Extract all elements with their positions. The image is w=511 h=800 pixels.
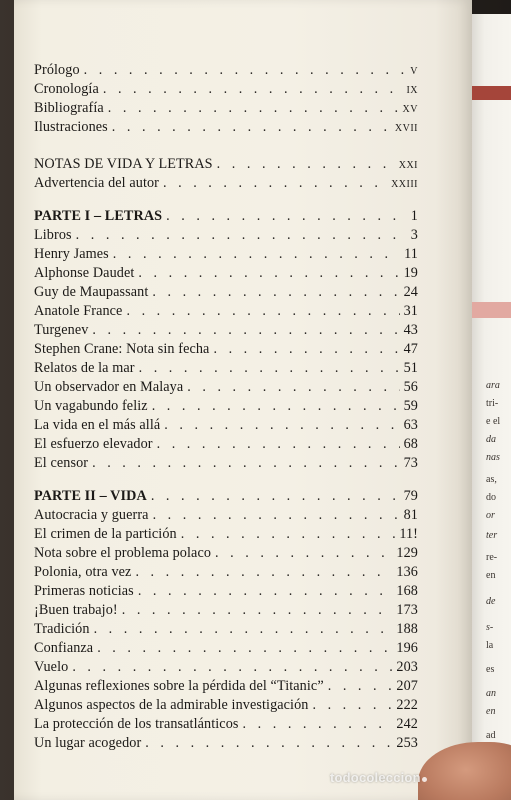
toc-entry-page: 129	[396, 545, 418, 561]
dot-leader	[108, 100, 399, 117]
back-page-fragment: es	[486, 664, 495, 675]
back-page-fragment: en	[486, 706, 496, 717]
toc-entry-page: 3	[410, 227, 418, 243]
toc-entry-title: Guy de Maupassant	[34, 284, 149, 300]
dot-leader	[138, 265, 399, 282]
back-page-fragment: en	[486, 570, 496, 581]
dot-leader	[97, 640, 392, 657]
dot-leader	[76, 227, 407, 244]
back-page-fragment: de	[486, 596, 496, 607]
toc-entry	[34, 322, 418, 341]
toc-entry	[34, 735, 418, 754]
toc-entry-page: 19	[403, 265, 418, 281]
toc-entry-title: Un vagabundo feliz	[34, 398, 148, 414]
toc-entry	[34, 640, 418, 659]
toc-entry	[34, 621, 418, 640]
toc-entry-page: 79	[403, 488, 418, 504]
back-page-fragment: e el	[486, 416, 501, 427]
dot-leader	[126, 303, 399, 320]
toc-front-matter	[34, 62, 418, 138]
toc-entry	[34, 81, 418, 100]
toc-entry-page: 43	[403, 322, 418, 338]
back-page-fragment: nas	[486, 452, 500, 463]
section-gap	[34, 194, 418, 208]
toc-entry	[34, 417, 418, 436]
toc-entry	[34, 583, 418, 602]
dot-leader	[112, 119, 391, 136]
dot-leader	[163, 175, 387, 192]
toc-entry-title: Cronología	[34, 81, 99, 97]
back-page-fragment: or	[486, 510, 495, 521]
dot-leader	[122, 602, 393, 619]
toc-entry	[34, 697, 418, 716]
toc-entry-title: Henry James	[34, 246, 109, 262]
toc-entry-page: 168	[396, 583, 418, 599]
toc-part2-list	[34, 507, 418, 754]
toc-entry-title: El crimen de la partición	[34, 526, 177, 542]
table-of-contents	[34, 62, 418, 754]
toc-entry-title: El censor	[34, 455, 89, 471]
toc-entry-page: 203	[396, 659, 418, 675]
toc-entry-page: 24	[403, 284, 418, 300]
toc-entry-title: PARTE II – VIDA	[34, 488, 147, 504]
toc-entry-page: XV	[402, 104, 418, 115]
dot-leader	[157, 436, 400, 453]
toc-entry-page: XXIII	[391, 179, 418, 190]
dot-leader	[103, 81, 403, 98]
toc-entry-title: Autocracia y guerra	[34, 507, 149, 523]
toc-entry-title: Stephen Crane: Nota sin fecha	[34, 341, 210, 357]
toc-entry-page: 242	[396, 716, 418, 732]
back-page-red-band	[470, 86, 511, 100]
dot-leader	[138, 583, 393, 600]
toc-entry-title: Ilustraciones	[34, 119, 108, 135]
toc-entry-title: Primeras noticias	[34, 583, 134, 599]
dot-leader	[113, 246, 400, 263]
toc-entry-title: Alphonse Daudet	[34, 265, 135, 281]
section-gap	[34, 474, 418, 488]
toc-entry-page: 11	[404, 246, 418, 262]
dot-leader	[94, 621, 393, 638]
dot-leader	[164, 417, 399, 434]
back-page-fragment: an	[486, 688, 496, 699]
toc-entry	[34, 564, 418, 583]
toc-entry-title: PARTE I – LETRAS	[34, 208, 163, 224]
toc-part1-heading	[34, 208, 418, 227]
back-page-fragment: ad	[486, 730, 496, 741]
dot-leader	[312, 697, 392, 714]
toc-entry-page: 196	[396, 640, 418, 656]
toc-entry	[34, 545, 418, 564]
toc-entry-title: El esfuerzo elevador	[34, 436, 153, 452]
toc-entry-title: La vida en el más allá	[34, 417, 161, 433]
toc-entry	[34, 455, 418, 474]
dot-leader	[135, 564, 392, 581]
back-page-fragment: tri-	[486, 398, 499, 409]
dot-leader	[187, 379, 399, 396]
toc-entry	[34, 246, 418, 265]
toc-entry-title: Libros	[34, 227, 72, 243]
toc-entry	[34, 303, 418, 322]
toc-entry-title: Un observador en Malaya	[34, 379, 184, 395]
dot-leader	[215, 545, 392, 562]
toc-entry	[34, 360, 418, 379]
toc-entry	[34, 265, 418, 284]
dot-leader	[145, 735, 392, 752]
toc-entry	[34, 227, 418, 246]
back-page-fragment: s-	[486, 622, 494, 633]
toc-entry-title: Polonia, otra vez	[34, 564, 132, 580]
toc-notes-section	[34, 156, 418, 194]
watermark-logo	[330, 770, 427, 785]
toc-entry	[34, 678, 418, 697]
dot-leader	[153, 507, 400, 524]
toc-entry	[34, 398, 418, 417]
toc-entry-page: 81	[403, 507, 418, 523]
dot-leader	[181, 526, 396, 543]
dot-leader	[92, 455, 400, 472]
toc-entry-title: Advertencia del autor	[34, 175, 160, 191]
toc-entry-page: V	[410, 66, 418, 77]
toc-entry	[34, 659, 418, 678]
back-page-fragment: do	[486, 492, 496, 503]
dot-leader	[72, 659, 392, 676]
toc-entry	[34, 119, 418, 138]
toc-entry-title: Algunos aspectos de la admirable investigación	[34, 697, 309, 713]
toc-entry-page: 56	[403, 379, 418, 395]
dot-leader	[328, 678, 393, 695]
toc-entry-page: 188	[396, 621, 418, 637]
toc-entry-page: 207	[396, 678, 418, 694]
toc-entry-title: Confianza	[34, 640, 94, 656]
toc-entry-page: 31	[403, 303, 418, 319]
toc-entry	[34, 507, 418, 526]
toc-entry-page: XVII	[394, 123, 418, 134]
toc-entry	[34, 62, 418, 81]
dot-leader	[243, 716, 393, 733]
toc-entry-page: 1	[410, 208, 418, 224]
back-page-fragment: ara	[486, 380, 500, 391]
dot-leader	[151, 488, 400, 505]
toc-entry-title: La protección de los transatlánticos	[34, 716, 239, 732]
back-page-fragment: as,	[486, 474, 497, 485]
book-page	[14, 0, 472, 800]
toc-entry-title: Bibliografía	[34, 100, 104, 116]
watermark-dot-icon	[422, 777, 427, 782]
toc-entry	[34, 526, 418, 545]
toc-entry-title: Vuelo	[34, 659, 69, 675]
toc-entry-title: Turgenev	[34, 322, 89, 338]
toc-entry	[34, 100, 418, 119]
toc-entry-title: Un lugar acogedor	[34, 735, 142, 751]
toc-entry	[34, 284, 418, 303]
toc-entry-title: Prólogo	[34, 62, 80, 78]
toc-entry-page: 63	[403, 417, 418, 433]
dot-leader	[84, 62, 407, 79]
section-gap	[34, 138, 418, 156]
dot-leader	[166, 208, 407, 225]
toc-entry-title: Relatos de la mar	[34, 360, 135, 376]
dot-leader	[213, 341, 399, 358]
toc-entry-title: Anatole France	[34, 303, 123, 319]
toc-entry-page: 51	[403, 360, 418, 376]
toc-entry-title: Nota sobre el problema polaco	[34, 545, 212, 561]
toc-entry	[34, 602, 418, 621]
dot-leader	[152, 284, 399, 301]
watermark-text: todocoleccion	[330, 770, 421, 785]
toc-entry-title: Tradición	[34, 621, 90, 637]
toc-entry	[34, 156, 418, 175]
toc-entry-page: 73	[403, 455, 418, 471]
toc-entry	[34, 716, 418, 735]
toc-entry	[34, 175, 418, 194]
toc-part1-list	[34, 227, 418, 474]
toc-entry-page: 173	[396, 602, 418, 618]
toc-entry	[34, 379, 418, 398]
toc-entry-page: 47	[403, 341, 418, 357]
toc-entry-page: 222	[396, 697, 418, 713]
back-page-fragment: da	[486, 434, 496, 445]
toc-entry-title: Algunas reflexiones sobre la pérdida del “Titanic”	[34, 678, 324, 694]
back-page-fragment: ter	[486, 530, 498, 541]
toc-entry	[34, 436, 418, 455]
toc-entry	[34, 341, 418, 360]
toc-entry-page: IX	[406, 85, 418, 96]
toc-entry-page: 59	[403, 398, 418, 414]
back-page-pink-band	[470, 302, 511, 318]
toc-entry-page: 68	[403, 436, 418, 452]
toc-entry-title: ¡Buen trabajo!	[34, 602, 118, 618]
toc-entry-page: 11!	[399, 526, 418, 542]
dot-leader	[217, 156, 395, 173]
dot-leader	[152, 398, 400, 415]
dot-leader	[92, 322, 399, 339]
back-page-fragment: la	[486, 640, 494, 651]
toc-entry-page: XXI	[398, 160, 418, 171]
back-page-fragment: re-	[486, 552, 498, 563]
toc-part2-heading	[34, 488, 418, 507]
dot-leader	[139, 360, 400, 377]
toc-entry-page: 136	[396, 564, 418, 580]
toc-entry-page: 253	[396, 735, 418, 751]
toc-entry-title: NOTAS DE VIDA Y LETRAS	[34, 156, 213, 172]
